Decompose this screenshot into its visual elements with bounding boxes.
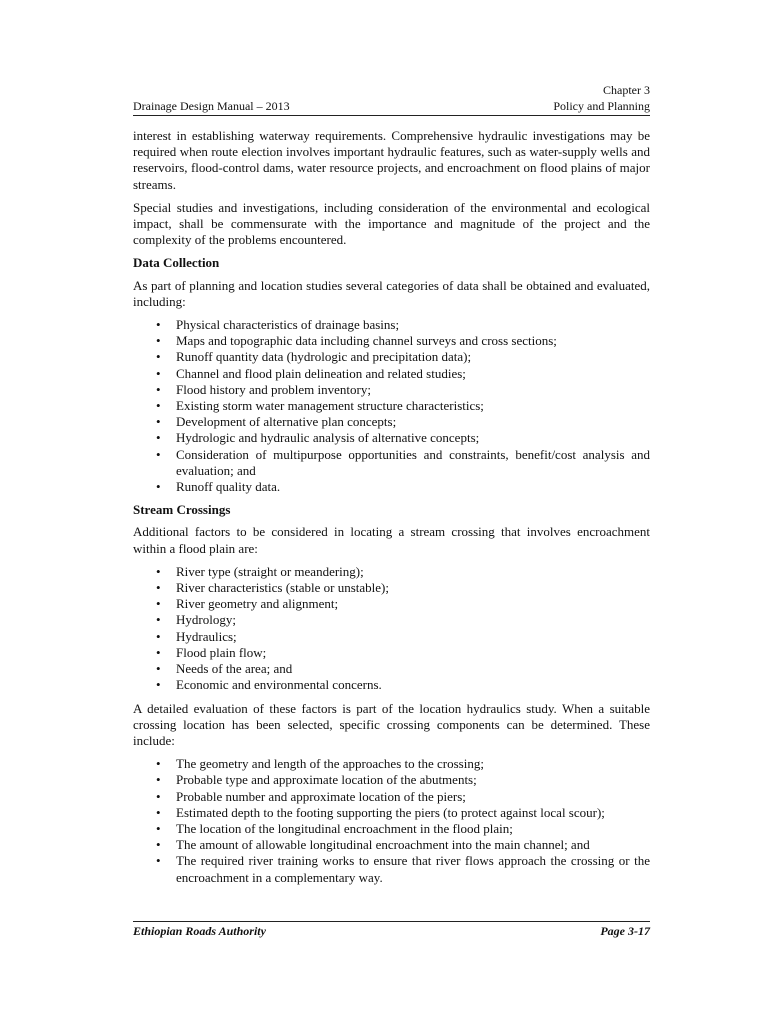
bullet-icon: • — [156, 820, 161, 836]
list-item — [133, 447, 650, 479]
list-item-text: Estimated depth to the footing supporting the piers (to protect against local scour); — [176, 804, 605, 820]
bullet-icon: • — [156, 788, 161, 804]
bullet-icon: • — [156, 479, 161, 495]
list-item-text: The required river training works to ensure that river flows approach the crossing or the encroachment in a complementary way. — [176, 853, 650, 885]
list-item — [133, 629, 650, 645]
list-item-text: Flood history and problem inventory; — [176, 381, 371, 397]
document-page — [133, 0, 650, 1024]
bullet-icon: • — [156, 628, 161, 644]
bullet-icon: • — [156, 446, 161, 462]
manual-title: Drainage Design Manual – 2013 — [133, 99, 290, 113]
bullet-icon: • — [156, 333, 161, 349]
body-paragraph: Additional factors to be considered in locating a stream crossing that involves encroachment within a flood plain are: — [133, 524, 650, 556]
bullet-icon: • — [156, 317, 161, 333]
bullet-icon: • — [156, 612, 161, 628]
bullet-icon: • — [156, 677, 161, 693]
list-item — [133, 349, 650, 365]
list-item — [133, 645, 650, 661]
list-item — [133, 789, 650, 805]
bullet-icon: • — [156, 661, 161, 677]
bullet-icon: • — [156, 414, 161, 430]
list-item-text: Economic and environmental concerns. — [176, 677, 382, 693]
section-heading-stream-crossings: Stream Crossings — [133, 502, 231, 518]
page-header — [133, 82, 650, 114]
list-item-text: River type (straight or meandering); — [176, 563, 364, 579]
body-paragraph: As part of planning and location studies several categories of data shall be obtained and evaluated, including: — [133, 277, 650, 309]
stream-crossing-factors-list — [133, 564, 650, 694]
list-item-text: Maps and topographic data including channel surveys and cross sections; — [176, 333, 557, 349]
list-item — [133, 333, 650, 349]
body-paragraph: interest in establishing waterway requirements. Comprehensive hydraulic investigations may be required when route election involves important hydraulic features, such as water-supply wells and reservoirs, flood-control dams, water resource projects, and encroachment on flood plains of major streams. — [133, 128, 650, 192]
bullet-icon: • — [156, 365, 161, 381]
body-paragraph: A detailed evaluation of these factors is part of the location hydraulics study. When a suitable crossing location has been selected, specific crossing components can be determined. These include: — [133, 700, 650, 748]
list-item-text: Runoff quantity data (hydrologic and precipitation data); — [176, 349, 472, 365]
list-item-text: Runoff quality data. — [176, 479, 281, 495]
list-item-text: Needs of the area; and — [176, 661, 293, 677]
list-item-text: The amount of allowable longitudinal encroachment into the main channel; and — [176, 837, 590, 853]
list-item-text: Channel and flood plain delineation and related studies; — [176, 365, 466, 381]
list-item-text: The geometry and length of the approaches to the crossing; — [176, 756, 484, 772]
list-item — [133, 756, 650, 772]
section-heading-data-collection: Data Collection — [133, 255, 220, 271]
bullet-icon: • — [156, 756, 161, 772]
bullet-icon: • — [156, 381, 161, 397]
body-paragraph: Special studies and investigations, including consideration of the environmental and ecological impact, shall be commensurate with the importance and magnitude of the project and the complexity of the problems encountered. — [133, 199, 650, 248]
bullet-icon: • — [156, 837, 161, 853]
list-item-text: River geometry and alignment; — [176, 596, 339, 612]
list-item-text: Hydrologic and hydraulic analysis of alternative concepts; — [176, 430, 480, 446]
list-item — [133, 661, 650, 677]
bullet-icon: • — [156, 430, 161, 446]
list-item-text: Existing storm water management structure characteristics; — [176, 398, 484, 414]
list-item-text: Hydrology; — [176, 612, 236, 628]
list-item — [133, 853, 650, 885]
list-item — [133, 772, 650, 788]
section-title: Policy and Planning — [553, 99, 650, 113]
list-item — [133, 414, 650, 430]
page-footer — [133, 923, 650, 939]
list-item — [133, 580, 650, 596]
chapter-label: Chapter 3 — [603, 83, 650, 97]
list-item — [133, 612, 650, 628]
list-item — [133, 677, 650, 693]
list-item — [133, 821, 650, 837]
list-item — [133, 805, 650, 821]
page-number: Page 3-17 — [600, 924, 650, 938]
list-item-text: Probable number and approximate location of the piers; — [176, 788, 466, 804]
bullet-icon: • — [156, 853, 161, 869]
footer-divider — [133, 921, 650, 922]
bullet-icon: • — [156, 349, 161, 365]
list-item — [133, 382, 650, 398]
list-item-text: Hydraulics; — [176, 628, 237, 644]
bullet-icon: • — [156, 580, 161, 596]
list-item-text: Physical characteristics of drainage basins; — [176, 317, 400, 333]
list-item-text: The location of the longitudinal encroachment in the flood plain; — [176, 820, 513, 836]
bullet-icon: • — [156, 772, 161, 788]
page-body — [133, 128, 650, 893]
list-item — [133, 479, 650, 495]
list-item — [133, 366, 650, 382]
list-item-text: Consideration of multipurpose opportunities and constraints, benefit/cost analysis and evaluation; and — [176, 446, 650, 478]
crossing-components-list — [133, 756, 650, 886]
bullet-icon: • — [156, 398, 161, 414]
list-item — [133, 398, 650, 414]
list-item-text: Development of alternative plan concepts; — [176, 414, 397, 430]
header-divider — [133, 115, 650, 116]
footer-authority: Ethiopian Roads Authority — [133, 924, 266, 938]
list-item-text: River characteristics (stable or unstable); — [176, 580, 389, 596]
list-item-text: Probable type and approximate location of the abutments; — [176, 772, 477, 788]
list-item — [133, 564, 650, 580]
bullet-icon: • — [156, 596, 161, 612]
list-item-text: Flood plain flow; — [176, 644, 267, 660]
list-item — [133, 317, 650, 333]
bullet-icon: • — [156, 644, 161, 660]
list-item — [133, 837, 650, 853]
data-collection-list — [133, 317, 650, 495]
list-item — [133, 430, 650, 446]
bullet-icon: • — [156, 804, 161, 820]
bullet-icon: • — [156, 563, 161, 579]
list-item — [133, 596, 650, 612]
